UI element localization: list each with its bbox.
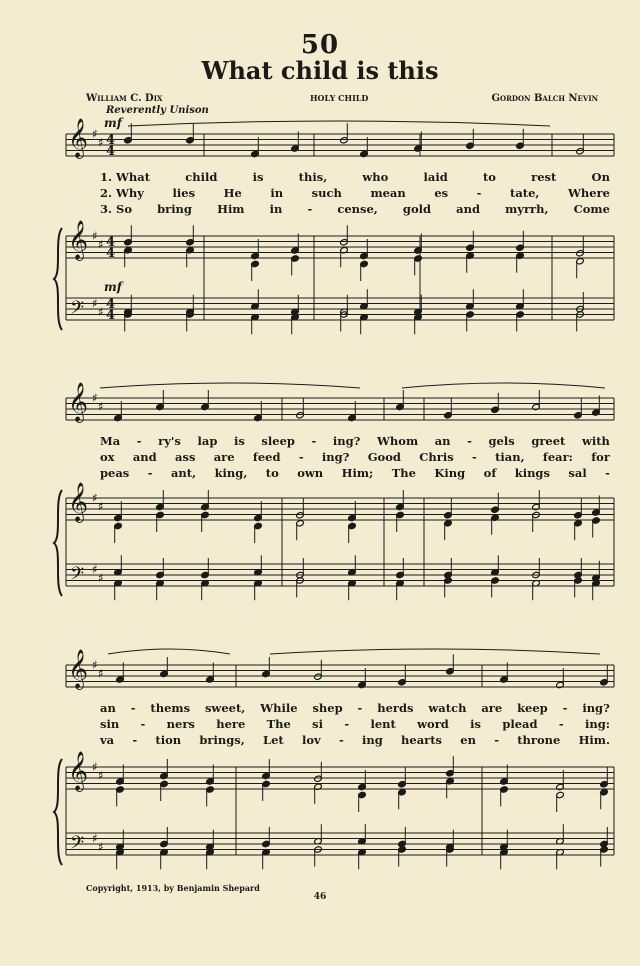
lyric-syllable: lent	[370, 717, 396, 731]
sharp-icon: ♯	[92, 760, 98, 774]
lyric-syllable: While	[260, 701, 298, 715]
bass-clef-icon: 𝄢	[70, 298, 85, 323]
lyric-syllable: The	[391, 466, 416, 480]
bass-clef-icon: 𝄢	[70, 833, 85, 858]
lyric-syllable: is	[233, 434, 245, 448]
lyric-syllable: kings	[514, 466, 550, 480]
lyric-syllable: child	[185, 170, 218, 184]
lyric-syllable: such	[311, 186, 342, 200]
sharp-icon: ♯	[98, 839, 104, 854]
lyric-syllable: rest	[531, 170, 557, 184]
lyric-syllable: are	[481, 701, 503, 715]
lyric-syllable: keep	[517, 701, 548, 715]
lyric-syllable: an	[434, 434, 451, 448]
lyric-syllable: is	[252, 170, 264, 184]
lyric-syllable: -	[467, 434, 472, 448]
lyric-syllable: in	[269, 202, 283, 216]
lyric-syllable: ing?	[321, 450, 350, 464]
lyric-syllable: in	[270, 186, 284, 200]
tune-name: HOLY CHILD	[310, 93, 369, 103]
lyric-syllable: Chris	[419, 450, 454, 464]
hymn-title: What child is this	[201, 56, 439, 85]
sharp-icon: ♯	[98, 399, 104, 414]
lyric-syllable: Let	[263, 733, 284, 747]
lyric-syllable: are	[213, 450, 235, 464]
sharp-icon: ♯	[98, 570, 104, 585]
lyric-syllable: brings,	[199, 733, 245, 747]
lyric-syllable: -	[298, 450, 304, 464]
time-signature: 4	[106, 308, 116, 323]
sharp-icon: ♯	[92, 229, 98, 243]
lyric-line	[100, 701, 610, 717]
lyric-syllable: ing:	[584, 717, 610, 731]
lyric-syllable: Ma	[100, 434, 121, 448]
lyric-syllable: an	[100, 701, 116, 715]
lyric-syllable: thems	[150, 701, 191, 715]
lyric-syllable: tate,	[510, 186, 540, 200]
time-signature: 4	[106, 133, 116, 148]
sharp-icon: ♯	[92, 562, 98, 577]
lyric-line	[100, 170, 610, 186]
lyric-syllable: gels	[488, 434, 515, 448]
sharp-icon: ♯	[92, 127, 98, 141]
lyric-syllable: and	[456, 202, 481, 216]
lyric-syllable: ry's	[158, 434, 181, 448]
lyric-syllable: 2. Why	[100, 186, 144, 200]
lyric-syllable: sin	[100, 717, 120, 731]
lyric-syllable: hearts	[401, 733, 442, 747]
lyric-syllable: cense,	[337, 202, 378, 216]
time-signature: 4	[106, 235, 116, 250]
lyric-line	[100, 466, 610, 482]
lyric-syllable: -	[562, 701, 568, 715]
lyric-line	[100, 717, 610, 733]
lyric-syllable: Him	[217, 202, 245, 216]
lyric-syllable: myrrh,	[505, 202, 549, 216]
lyric-syllable: of	[483, 466, 497, 480]
author-credit: William C. Dix	[86, 93, 163, 104]
lyric-syllable: ant,	[170, 466, 197, 480]
time-signature: 4	[106, 246, 116, 261]
lyric-syllable: own	[297, 466, 324, 480]
lyric-line	[100, 434, 610, 450]
lyric-syllable: es	[434, 186, 449, 200]
sharp-icon: ♯	[98, 666, 104, 681]
lyric-syllable: laid	[423, 170, 448, 184]
dynamic-mark: mf	[104, 116, 122, 130]
lyric-syllable: Where	[567, 186, 610, 200]
lyric-syllable: -	[558, 717, 564, 731]
lyric-syllable: this,	[298, 170, 328, 184]
system-brace	[54, 228, 62, 330]
lyric-syllable: si	[312, 717, 324, 731]
treble-clef-icon: 𝄞	[68, 482, 89, 522]
treble-clef-icon: 𝄞	[68, 220, 89, 260]
lyric-syllable: plead	[502, 717, 538, 731]
lyric-syllable: throne	[517, 733, 561, 747]
lyric-syllable: here	[216, 717, 246, 731]
lyric-line	[100, 186, 610, 202]
lyric-syllable: sal	[568, 466, 587, 480]
lyric-syllable: 1. What	[100, 170, 151, 184]
sharp-icon: ♯	[92, 491, 98, 505]
lyric-syllable: -	[307, 202, 313, 216]
lyric-syllable: He	[223, 186, 242, 200]
lyric-syllable: lies	[172, 186, 196, 200]
sharp-icon: ♯	[98, 768, 104, 783]
lyric-syllable: en	[460, 733, 476, 747]
lyric-syllable: va	[100, 733, 115, 747]
lyric-syllable: bring	[157, 202, 192, 216]
lyric-syllable: gold	[402, 202, 432, 216]
lyric-syllable: lap	[197, 434, 218, 448]
lyric-syllable: ass	[175, 450, 196, 464]
lyric-line	[100, 733, 610, 749]
sharp-icon: ♯	[98, 304, 104, 319]
lyric-syllable: for	[591, 450, 610, 464]
lyric-line	[100, 202, 610, 218]
bass-clef-icon: 𝄢	[70, 564, 85, 589]
lyric-syllable: shep	[312, 701, 343, 715]
lyric-syllable: 3. So	[100, 202, 132, 216]
lyric-syllable: herds	[377, 701, 414, 715]
lyric-syllable: ing	[361, 733, 383, 747]
page-number: 46	[313, 892, 327, 902]
lyric-syllable: sweet,	[204, 701, 246, 715]
treble-clef-icon: 𝄞	[68, 649, 89, 689]
lyric-syllable: -	[311, 434, 317, 448]
lyric-syllable: -	[147, 466, 153, 480]
lyric-syllable: -	[494, 733, 499, 747]
treble-clef-icon: 𝄞	[68, 118, 89, 158]
lyric-syllable: fear:	[542, 450, 573, 464]
lyric-syllable: The	[266, 717, 291, 731]
slur	[270, 649, 600, 654]
lyric-syllable: king,	[214, 466, 248, 480]
lyric-syllable: lov	[301, 733, 321, 747]
lyric-syllable: with	[581, 434, 610, 448]
slur	[100, 383, 360, 388]
lyric-syllable: to	[265, 466, 279, 480]
treble-clef-icon: 𝄞	[68, 382, 89, 422]
sharp-icon: ♯	[92, 296, 98, 311]
lyric-syllable: -	[338, 733, 344, 747]
lyric-syllable: -	[476, 186, 482, 200]
lyric-syllable: -	[130, 701, 136, 715]
lyric-syllable: -	[357, 701, 363, 715]
lyric-syllable: mean	[370, 186, 406, 200]
lyric-syllable: King	[434, 466, 466, 480]
lyric-syllable: watch	[428, 701, 467, 715]
lyric-syllable: to	[482, 170, 496, 184]
sharp-icon: ♯	[92, 391, 98, 405]
time-signature: 4	[106, 144, 116, 159]
lyric-syllable: Him.	[578, 733, 610, 747]
lyric-syllable: ing?	[332, 434, 361, 448]
lyric-syllable: -	[132, 733, 138, 747]
lyric-syllable: sleep	[261, 434, 295, 448]
lyric-syllable: -	[136, 434, 142, 448]
time-signature: 4	[106, 297, 116, 312]
slur	[402, 383, 605, 388]
system-brace	[54, 490, 62, 596]
lyric-syllable: ing?	[582, 701, 610, 715]
lyric-syllable: greet	[531, 434, 566, 448]
composer-credit: Gordon Balch Nevin	[491, 93, 598, 104]
copyright-notice: Copyright, 1913, by Benjamin Shepard	[86, 883, 260, 893]
hymn-number: 50	[300, 30, 340, 60]
sharp-icon: ♯	[92, 658, 98, 672]
lyric-syllable: -	[605, 466, 610, 480]
lyric-syllable: ners	[166, 717, 195, 731]
lyric-syllable: and	[132, 450, 157, 464]
lyric-syllable: word	[417, 717, 449, 731]
lyric-syllable: Him;	[341, 466, 374, 480]
sharp-icon: ♯	[98, 237, 104, 252]
lyric-line	[100, 450, 610, 466]
treble-clef-icon: 𝄞	[68, 751, 89, 791]
lyric-syllable: Come	[573, 202, 610, 216]
dynamic-mark: mf	[104, 280, 122, 294]
lyric-syllable: -	[140, 717, 146, 731]
lyric-syllable: On	[591, 170, 610, 184]
slur	[128, 121, 550, 126]
sharp-icon: ♯	[98, 135, 104, 150]
lyric-syllable: Whom	[377, 434, 419, 448]
lyric-syllable: Good	[367, 450, 401, 464]
system-brace	[54, 759, 62, 865]
lyric-syllable: tion	[155, 733, 182, 747]
lyric-syllable: is	[470, 717, 481, 731]
sharp-icon: ♯	[92, 831, 98, 846]
lyric-syllable: -	[344, 717, 350, 731]
tempo-direction: Reverently Unison	[106, 105, 209, 116]
lyric-syllable: tian,	[495, 450, 525, 464]
lyric-syllable: who	[362, 170, 389, 184]
lyric-syllable: ox	[100, 450, 115, 464]
lyric-syllable: peas	[100, 466, 130, 480]
sharp-icon: ♯	[98, 499, 104, 514]
lyric-syllable: -	[471, 450, 477, 464]
lyric-syllable: feed	[252, 450, 281, 464]
slur	[108, 649, 230, 654]
